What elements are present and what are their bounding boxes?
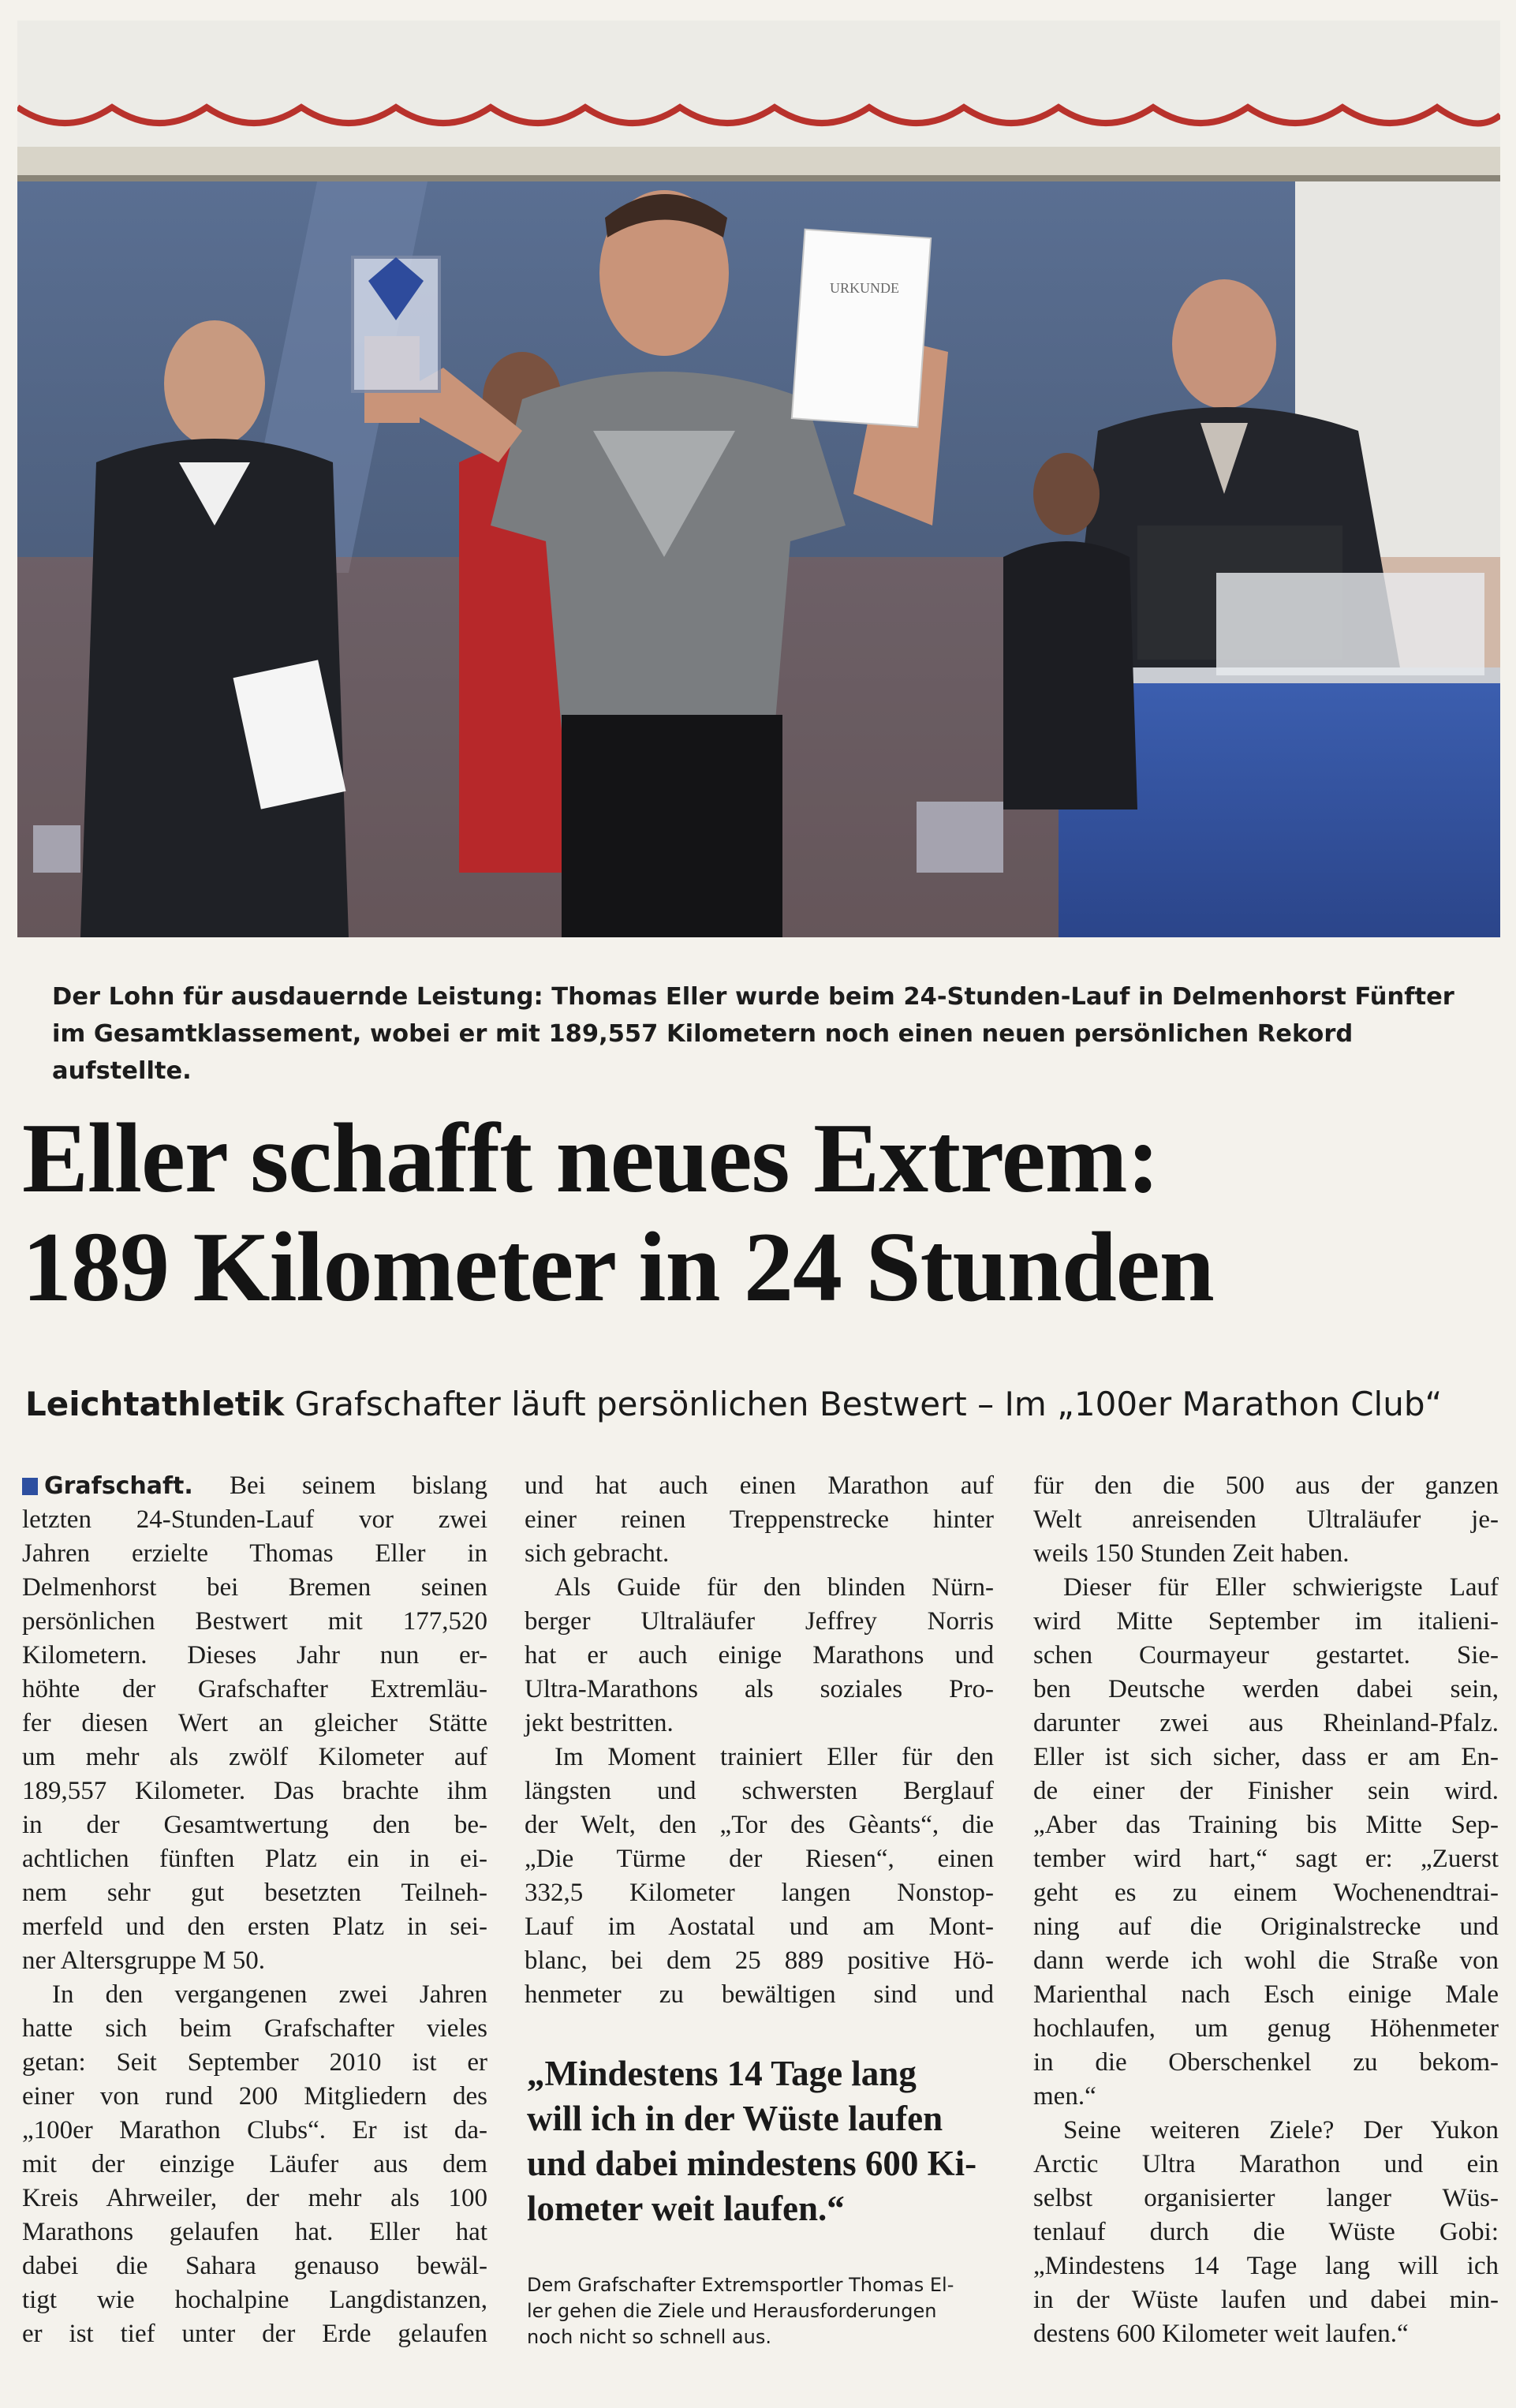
- article-line: 332,5 Kilometer langen Nonstop-: [525, 1879, 994, 1907]
- article-line: „100er Marathon Clubs“. Er ist da-: [22, 2116, 487, 2144]
- article-line: darunter zwei aus Rheinland-Pfalz.: [1033, 1709, 1499, 1737]
- article-line: „Mindestens 14 Tage lang will ich: [1033, 2252, 1499, 2280]
- article-line: dann werde ich wohl die Straße von: [1033, 1946, 1499, 1975]
- article-line: blanc, bei dem 25 889 positive Hö-: [525, 1946, 994, 1975]
- article-column-1: [22, 1469, 487, 2351]
- article-line: 189,557 Kilometer. Das brachte ihm: [22, 1777, 487, 1805]
- subheadline-text: Grafschafter läuft persönlichen Bestwert – Im „100er Marathon Club“: [294, 1385, 1443, 1423]
- article-line: in der Gesamtwertung den be-: [22, 1811, 487, 1839]
- article-line: hatte sich beim Grafschafter vieles: [22, 2014, 487, 2043]
- article-line: ben Deutsche werden dabei sein,: [1033, 1675, 1499, 1703]
- pull-quote-caption-line: ler gehen die Ziele und Herausforderungen: [527, 2300, 937, 2322]
- article-line: ning auf die Originalstrecke und: [1033, 1913, 1499, 1941]
- article-line: selbst organisierter langer Wüs-: [1033, 2184, 1499, 2212]
- article-column-2: [525, 1469, 994, 2012]
- article-line: einer reinen Treppenstrecke hinter: [525, 1505, 994, 1534]
- article-line: Delmenhorst bei Bremen seinen: [22, 1573, 487, 1602]
- article-line: „Die Türme der Riesen“, einen: [525, 1845, 994, 1873]
- article-line: getan: Seit September 2010 ist er: [22, 2048, 487, 2077]
- article-line: mit der einzige Läufer aus dem: [22, 2150, 487, 2178]
- article-line: längsten und schwersten Berglauf: [525, 1777, 994, 1805]
- article-line: in die Oberschenkel zu bekom-: [1033, 2048, 1499, 2077]
- pull-quote-caption-line: noch nicht so schnell aus.: [527, 2326, 771, 2348]
- award-ceremony-photo: [17, 21, 1500, 937]
- article-line: achtlichen fünften Platz ein in ei-: [22, 1845, 487, 1873]
- article-line: de einer der Finisher sein wird.: [1033, 1777, 1499, 1805]
- article-line: Im Moment trainiert Eller für den: [554, 1743, 994, 1771]
- article-line: dabei die Sahara genauso bewäl-: [22, 2252, 487, 2280]
- article-line: jekt bestritten.: [525, 1709, 674, 1737]
- article-line: hochlaufen, um genug Höhenmeter: [1033, 2014, 1499, 2043]
- pull-quote-caption: [527, 2272, 992, 2350]
- article-line: einer von rund 200 Mitgliedern des: [22, 2082, 487, 2111]
- article-line: Kilometern. Dieses Jahr nun er-: [22, 1641, 487, 1670]
- blue-square-icon: [22, 1478, 38, 1495]
- article-line: merfeld und den ersten Platz in sei-: [22, 1913, 487, 1941]
- pull-quote-caption-line: Dem Grafschafter Extremsportler Thomas El-: [527, 2274, 954, 2296]
- pull-quote-line: will ich in der Wüste laufen: [527, 2099, 943, 2138]
- photo-caption: Der Lohn für ausdauernde Leistung: Thomas Eller wurde beim 24-Stunden-Lauf in Delmenhorst Fünfter im Gesamtklassement, wobei er mit 189,557 Kilometern noch einen neuen persönlichen Rekord aufstellte.: [52, 983, 1454, 1085]
- article-line: tember wird hart,“ sagt er: „Zuerst: [1033, 1845, 1499, 1873]
- article-line: er ist tief unter der Erde gelaufen: [22, 2320, 487, 2348]
- article-line: Ultra-Marathons als soziales Pro-: [525, 1675, 994, 1703]
- article-line: destens 600 Kilometer weit laufen.“: [1033, 2320, 1409, 2348]
- article-line: persönlichen Bestwert mit 177,520: [22, 1607, 487, 1636]
- article-line: Grafschaft. Bei seinem bislang: [22, 1469, 487, 1503]
- pull-quote-line: „Mindestens 14 Tage lang: [527, 2054, 917, 2093]
- article-line: für den die 500 aus der ganzen: [1033, 1471, 1499, 1500]
- article-line: letzten 24-Stunden-Lauf vor zwei: [22, 1505, 487, 1534]
- article-line: men.“: [1033, 2082, 1096, 2111]
- pull-quote: [527, 2051, 992, 2231]
- headline-line-1: Eller schafft neues Extrem:: [22, 1104, 1159, 1213]
- article-line: fer diesen Wert an gleicher Stätte: [22, 1709, 487, 1737]
- article-line: Welt anreisenden Ultraläufer je-: [1033, 1505, 1499, 1534]
- rubric-label: Leichtathletik: [25, 1385, 285, 1423]
- article-line: geht es zu einem Wochenendtrai-: [1033, 1879, 1499, 1907]
- article-line: ner Altersgruppe M 50.: [22, 1946, 265, 1975]
- article-line: der Welt, den „Tor des Gèants“, die: [525, 1811, 994, 1839]
- article-line: Jahren erzielte Thomas Eller in: [22, 1539, 487, 1568]
- dateline: Grafschaft.: [44, 1472, 193, 1500]
- photo-illustration: [17, 21, 1500, 937]
- subheadline: [25, 1382, 1500, 1426]
- article-line: weils 150 Stunden Zeit haben.: [1033, 1539, 1350, 1568]
- article-line: in der Wüste laufen und dabei min-: [1033, 2286, 1499, 2314]
- article-line: Dieser für Eller schwierigste Lauf: [1063, 1573, 1499, 1602]
- article-line: tigt wie hochalpine Langdistanzen,: [22, 2286, 487, 2314]
- article-line: und hat auch einen Marathon auf: [525, 1471, 994, 1500]
- pull-quote-line: lometer weit laufen.“: [527, 2189, 845, 2228]
- article-line: Eller ist sich sicher, dass er am En-: [1033, 1743, 1499, 1771]
- article-line: hat er auch einige Marathons und: [525, 1641, 994, 1670]
- article-line: Seine weiteren Ziele? Der Yukon: [1063, 2116, 1499, 2144]
- pull-quote-line: und dabei mindestens 600 Ki-: [527, 2144, 977, 2183]
- article-line: nem sehr gut besetzten Teilneh-: [22, 1879, 487, 1907]
- article-line: tenlauf durch die Wüste Gobi:: [1033, 2218, 1499, 2246]
- article-line: „Aber das Training bis Mitte Sep-: [1033, 1811, 1499, 1839]
- headline-line-2: 189 Kilometer in 24 Stunden: [22, 1213, 1214, 1322]
- article-line: Marathons gelaufen hat. Eller hat: [22, 2218, 487, 2246]
- article-line: Marienthal nach Esch einige Male: [1033, 1980, 1499, 2009]
- article-line: Kreis Ahrweiler, der mehr als 100: [22, 2184, 487, 2212]
- article-line: wird Mitte September im italieni-: [1033, 1607, 1499, 1636]
- certificate-label: URKUNDE: [830, 280, 899, 296]
- article-line: berger Ultraläufer Jeffrey Norris: [525, 1607, 994, 1636]
- article-line: Arctic Ultra Marathon und ein: [1033, 2150, 1499, 2178]
- article-line: schen Courmayeur gestartet. Sie-: [1033, 1641, 1499, 1670]
- article-line: sich gebracht.: [525, 1539, 670, 1568]
- article-line: Lauf im Aostatal und am Mont-: [525, 1913, 994, 1941]
- article-column-3: [1033, 1469, 1499, 2351]
- headline: [22, 1105, 1489, 1322]
- article-line: höhte der Grafschafter Extremläu-: [22, 1675, 487, 1703]
- article-line: henmeter zu bewältigen sind und: [525, 1980, 994, 2009]
- article-line: um mehr als zwölf Kilometer auf: [22, 1743, 487, 1771]
- article-line: In den vergangenen zwei Jahren: [52, 1980, 487, 2009]
- article-line: Als Guide für den blinden Nürn-: [554, 1573, 994, 1602]
